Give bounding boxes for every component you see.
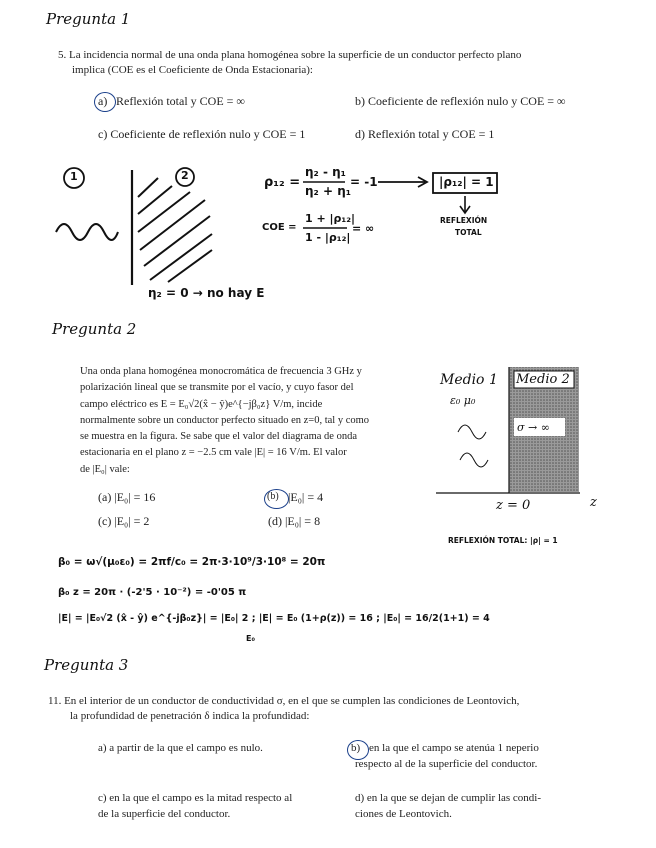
reflexion-label: REFLEXIÓN [440,216,488,225]
q2-line-3: campo eléctrico es E = E₀√2(x̂ − ŷ)e^{−jβ₀z} V/m, incide [80,398,323,410]
eta2-note: η₂ = 0 → no hay E [148,286,265,300]
question-11-line2: la profundidad de penetración δ indica la profundidad: [70,710,310,722]
fig-z-axis: z [590,495,597,510]
q2-line-4: normalmente sobre un conductor perfecto situado en z=0, tal y como [80,414,370,426]
coe-result: = ∞ [352,222,375,235]
pregunta-2-title: Pregunta 2 [52,320,137,338]
coe-denominator: 1 - |ρ₁₂| [305,231,351,244]
fig-medio-2: Medio 2 [516,372,570,387]
rho-denominator: η₂ + η₁ [305,184,352,198]
q5-option-c[interactable]: c) Coeficiente de reflexión nulo y COE = 1 [98,127,306,141]
pregunta-3-title: Pregunta 3 [44,656,129,674]
q5-option-d[interactable]: d) Reflexión total y COE = 1 [355,127,495,141]
q5-circle-label: a) [98,94,108,108]
rho-abs-box: |ρ₁₂| = 1 [439,175,494,189]
q2-option-c[interactable]: (c) |E₀| = 2 [98,514,150,528]
question-5-line1: 5. La incidencia normal de una onda plana homogénea sobre la superficie de un conductor perfecto plano [58,49,522,61]
q11-option-d-line1[interactable]: d) en la que se dejan de cumplir las condi- [355,792,542,804]
fig-eps-mu: ε₀ μ₀ [450,394,476,407]
fig-medio-1: Medio 1 [440,372,498,388]
q2-hw-beta: β₀ = ω√(μ₀ε₀) = 2πf/c₀ = 2π·3·10⁹/3·10⁸ = 20π [58,556,326,568]
q11-option-b-line2[interactable]: respecto al de la superficie del conductor. [355,758,538,770]
q2-hw-betaz: β₀ z = 20π · (-2'5 · 10⁻²) = -0'05 π [58,587,247,598]
q2-option-d[interactable]: (d) |E₀| = 8 [268,514,321,528]
question-5-line2: implica (COE es el Coeficiente de Onda Estacionaria): [72,64,313,76]
rho-numerator: η₂ - η₁ [305,165,346,179]
q2-option-a[interactable]: (a) |E₀| = 16 [98,490,156,504]
q11-option-c-line2[interactable]: de la superficie del conductor. [98,808,231,820]
q11-option-a[interactable]: a) a partir de la que el campo es nulo. [98,742,263,754]
q5-option-b[interactable]: b) Coeficiente de reflexión nulo y COE = ∞ [355,94,566,108]
q2-reflexion-note: REFLEXIÓN TOTAL: |ρ| = 1 [448,536,558,545]
fig-z0: z = 0 [496,498,531,513]
q2-line-6: estacionaria en el plano z = −2.5 cm vale |E| = 16 V/m. El valor [80,447,347,459]
pregunta-1-title: Pregunta 1 [46,10,131,28]
q11-option-d-line2[interactable]: ciones de Leontovich. [355,808,452,820]
fig-sigma: σ → ∞ [517,421,550,434]
q2-option-b[interactable]: |E₀| = 4 [288,490,324,504]
rho-result: = -1 [350,175,378,189]
medium-1-number: 1 [70,170,78,183]
q5-option-a[interactable]: Reflexión total y COE = ∞ [116,94,245,108]
coe-numerator: 1 + |ρ₁₂| [305,212,356,225]
coe-lhs: COE = [262,222,297,233]
q2-line-5: se muestra en la figura. Se sabe que el valor del diagrama de onda [80,431,357,443]
q2-line-7: de |E₀| vale: [80,463,130,475]
q2-circle-label: (b) [267,491,279,502]
rho-lhs: ρ₁₂ = [264,175,301,190]
q11-circle-label: b) [351,742,361,754]
q11-option-c-line1[interactable]: c) en la que el campo es la mitad respecto al [98,792,293,804]
total-label: TOTAL [455,228,482,237]
q2-line-2: polarización lineal que se transmite por el vacío, y cuyo fasor del [80,382,354,394]
q11-option-b-line1[interactable]: en la que el campo se atenúa 1 neperio [369,742,539,754]
q2-hw-underbrace-label: E₀ [246,634,255,643]
q2-line-1: Una onda plana homogénea monocromática de frecuencia 3 GHz y [80,366,362,377]
question-11-line1: 11. En el interior de un conductor de conductividad σ, en el que se cumplen las condiciones de Leontovich, [48,695,520,707]
q2-hw-field: |E| = |E₀√2 (x̂ - ŷ) e^{-jβ₀z}| = |E₀| 2 ; |E| = E₀ (1+ρ(z)) = 16 ; |E₀| = 16/2(1+1) = 4 [58,613,490,624]
medium-2-number: 2 [181,169,189,182]
